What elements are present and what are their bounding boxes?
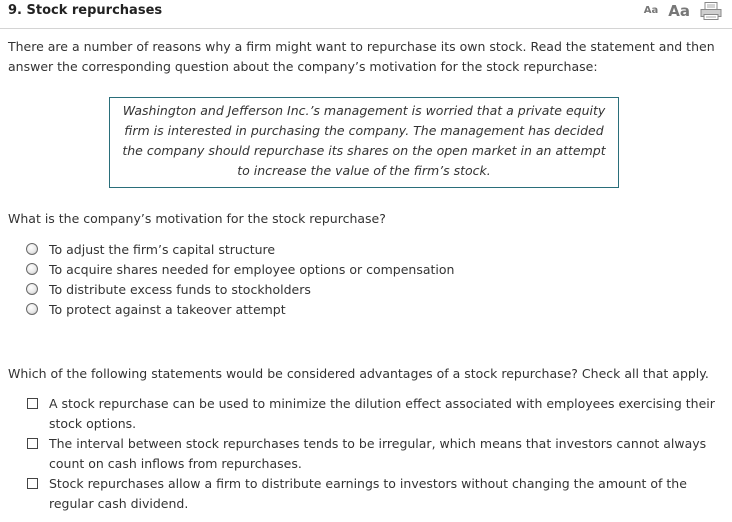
question-title: 9. Stock repurchases [8,3,163,18]
checkbox-option-label: Stock repurchases allow a firm to distribute earnings to investors without changing the amount of the regular cash dividend. [49,476,687,511]
checkbox-option-label: A stock repurchase can be used to minimize the dilution effect associated with employees exercising their stock options. [49,396,715,431]
print-icon[interactable] [700,2,722,20]
font-size-large-button[interactable]: Aa [668,2,690,20]
radio-button[interactable] [26,303,38,315]
radio-button[interactable] [26,283,38,295]
radio-option-4[interactable] [26,299,454,319]
radio-button[interactable] [26,243,38,255]
question2-options [27,394,727,514]
intro-text: There are a number of reasons why a firm might want to repurchase its own stock. Read the statement and then answer the corresponding question about the company’s motivation for the stock repurchase: [8,39,715,74]
radio-option-label: To adjust the firm’s capital structure [49,241,276,257]
question2-prompt: Which of the following statements would be considered advantages of a stock repurchase? Check all that apply. [8,366,709,381]
checkbox[interactable] [27,478,38,489]
checkbox[interactable] [27,398,38,409]
checkbox[interactable] [27,438,38,449]
scenario-box: Washington and Jefferson Inc.’s management is worried that a private equity firm is interested in purchasing the company. The management has decided the company should repurchase its shares on the open market in an attempt to increase the value of the firm’s stock. [109,97,619,188]
checkbox-option-1[interactable] [27,394,727,434]
radio-option-label: To acquire shares needed for employee options or compensation [49,261,455,277]
radio-button[interactable] [26,263,38,275]
question1-options [26,239,454,319]
question-header [0,0,732,29]
radio-option-3[interactable] [26,279,454,299]
checkbox-option-3[interactable] [27,474,727,514]
checkbox-option-2[interactable] [27,434,727,474]
question1-prompt: What is the company’s motivation for the stock repurchase? [8,211,386,226]
checkbox-option-label: The interval between stock repurchases tends to be irregular, which means that investors cannot always count on cash inflows from repurchases. [49,436,707,471]
radio-option-2[interactable] [26,259,454,279]
font-size-small-button[interactable]: Aa [643,5,659,16]
radio-option-1[interactable] [26,239,454,259]
toolbar [644,2,722,20]
radio-option-label: To protect against a takeover attempt [49,301,286,317]
radio-option-label: To distribute excess funds to stockholders [49,281,311,297]
